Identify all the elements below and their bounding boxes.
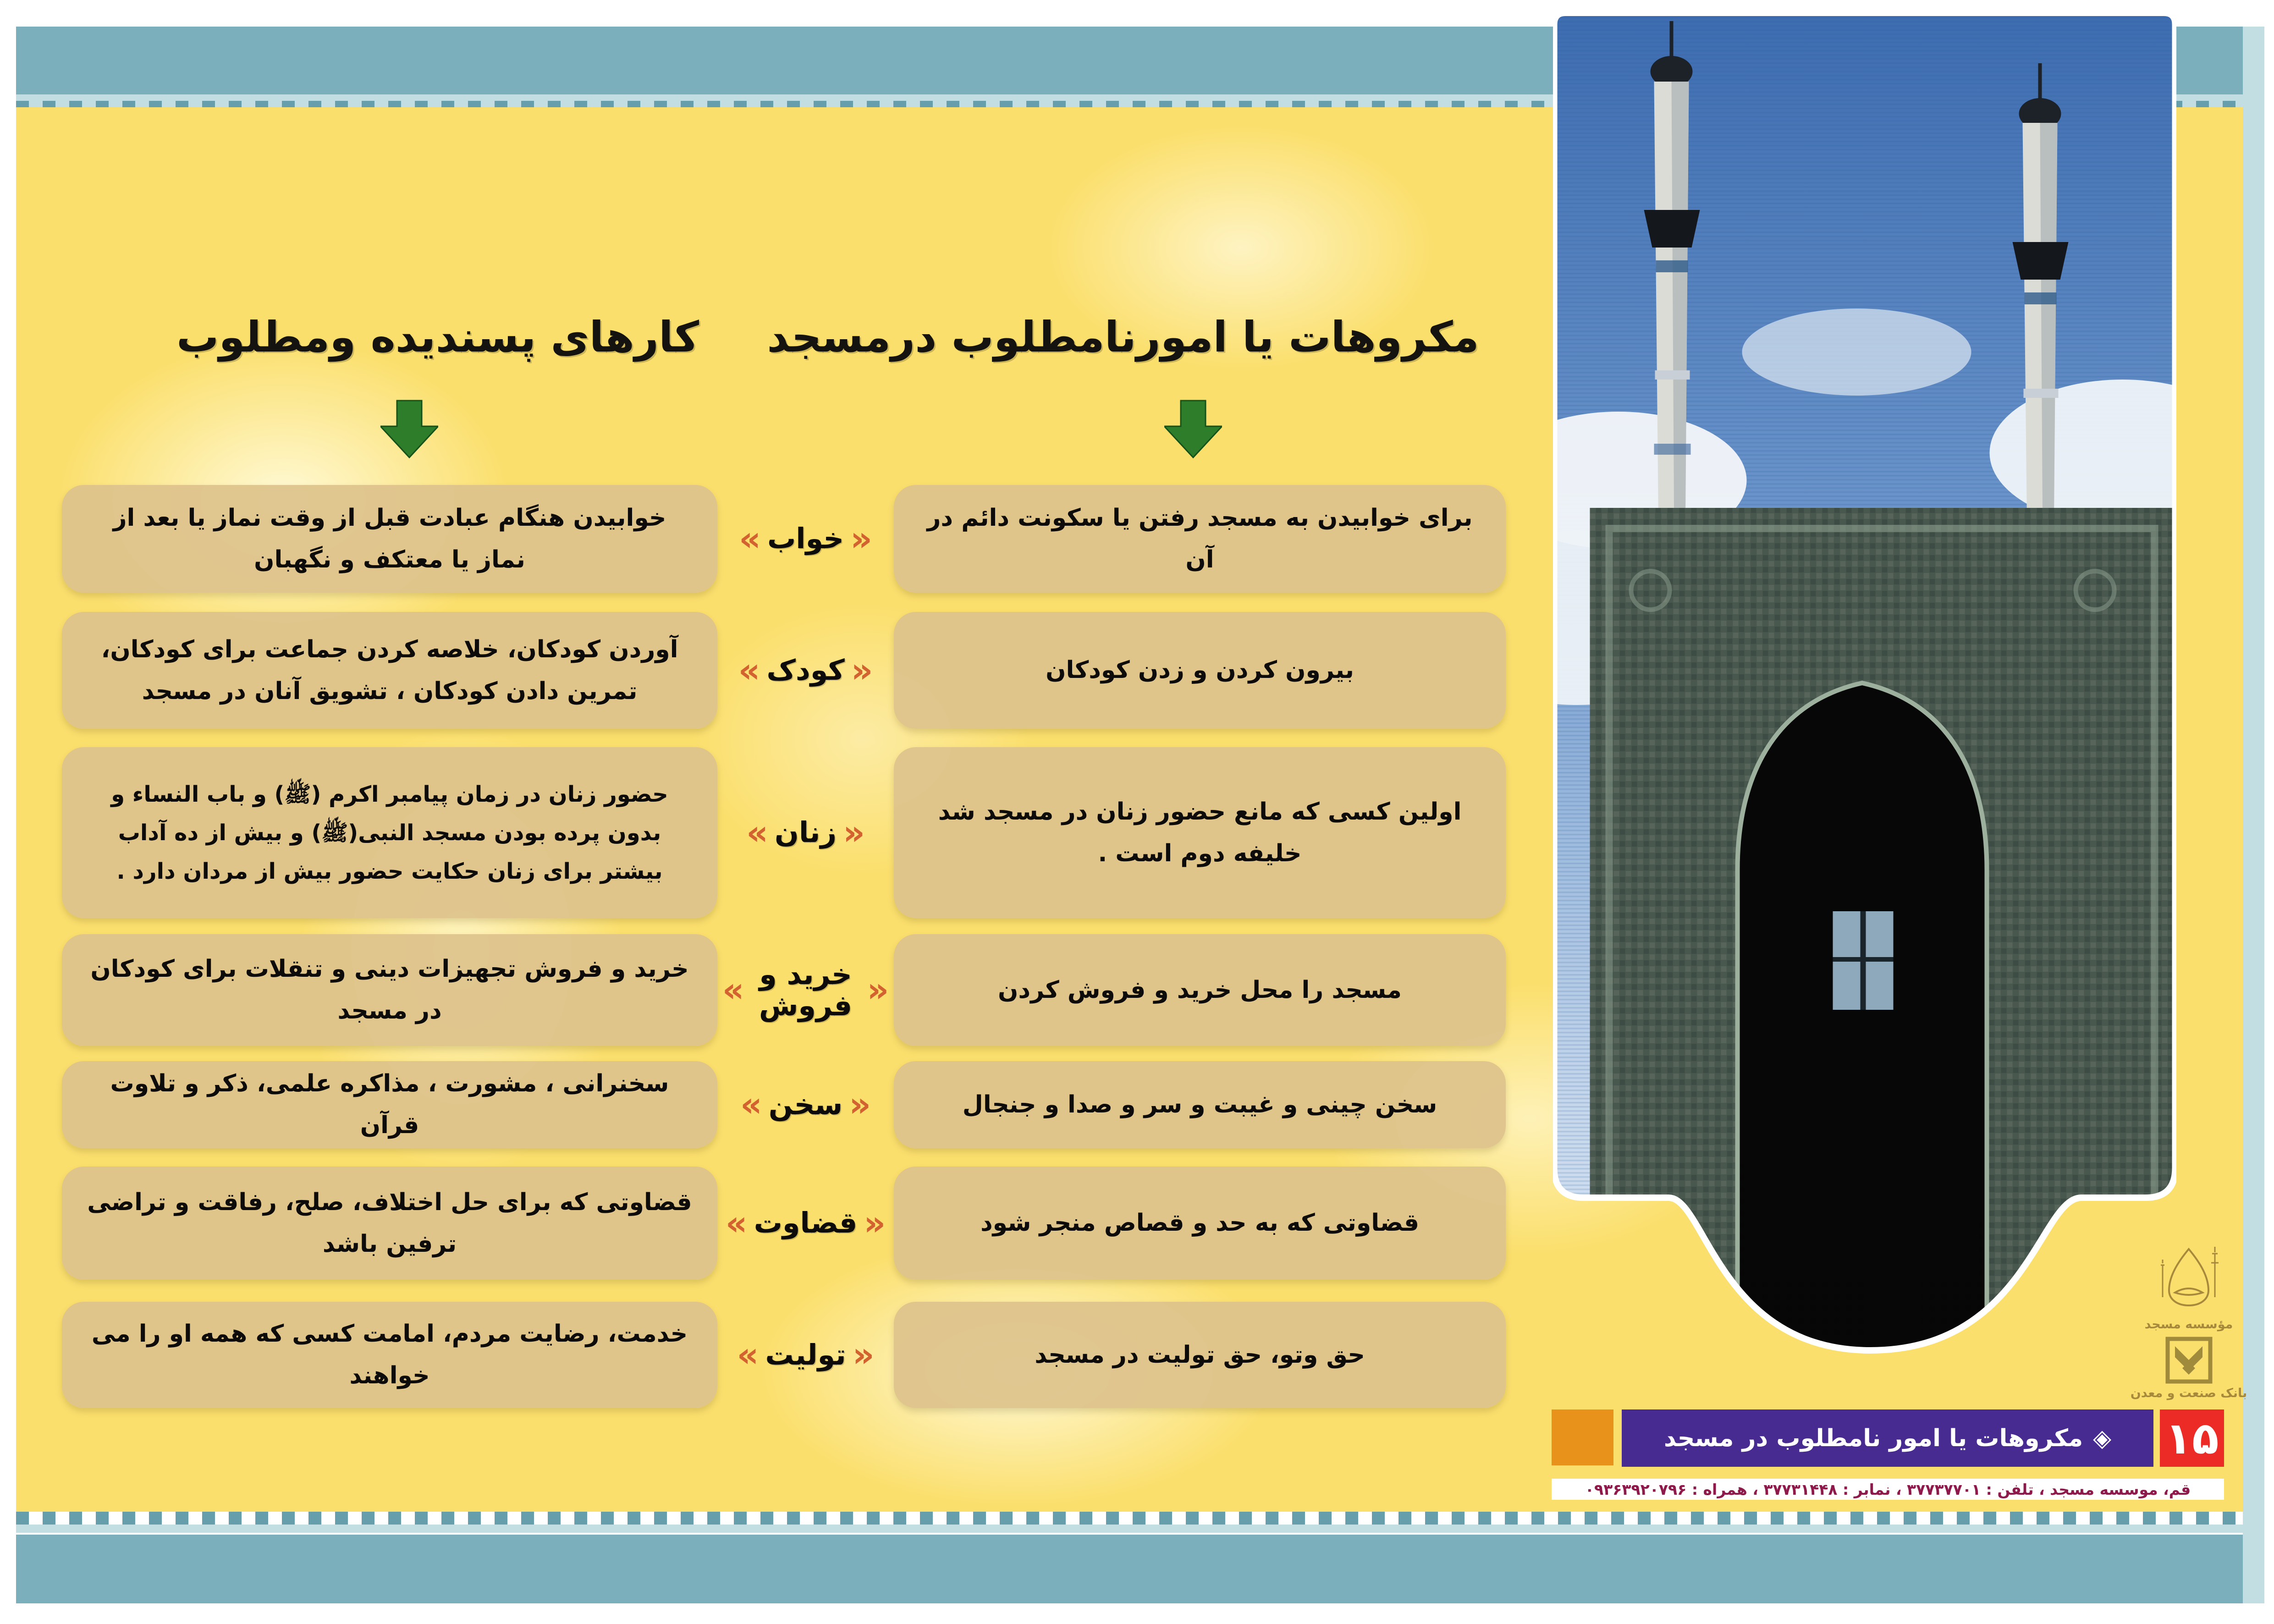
- quote-close-icon: »: [738, 650, 760, 690]
- mosque-photo: [1553, 13, 2176, 1354]
- category-label-text: قضاوت: [754, 1206, 858, 1240]
- quote-close-icon: »: [746, 813, 768, 853]
- diamond-ornament-icon: ◈: [2093, 1424, 2112, 1452]
- makruh-box-child: بیرون کردن و زدن کودکان: [894, 612, 1506, 729]
- bottom-pale-strip: [16, 1525, 2243, 1533]
- category-label-text: تولیت: [765, 1338, 846, 1371]
- pasandideh-box-women: حضور زنان در زمان پیامبر اکرم (ﷺ) و باب النساء و بدون پرده بودن مسجد النبی(ﷺ) و بیش از ده آداب بیشتر برای زنان حکایت حضور بیش از مردان دارد .: [62, 747, 717, 918]
- footer-orange-square: [1552, 1409, 1613, 1465]
- category-label-women: [717, 747, 894, 918]
- quote-open-icon: «: [867, 970, 889, 1010]
- category-label-custodianship: [717, 1302, 894, 1408]
- category-label-text: خواب: [767, 522, 844, 556]
- bank-sanat-madan-logo: [2130, 1336, 2247, 1400]
- quote-open-icon: «: [849, 1085, 871, 1124]
- mosque-facade: [1590, 508, 2175, 1354]
- makruh-box-women: اولین کسی که مانع حضور زنان در مسجد شد خلیفه دوم است .: [894, 747, 1506, 918]
- category-label-speech: [717, 1061, 894, 1148]
- category-label-text: کودک: [766, 653, 845, 687]
- mosque-institute-logo-text: مؤسسه مسجد: [2144, 1317, 2233, 1332]
- down-arrow-icon: [380, 400, 438, 458]
- quote-close-icon: »: [739, 519, 761, 559]
- category-label-child: [717, 612, 894, 729]
- quote-close-icon: »: [737, 1335, 759, 1375]
- category-label-sleep: [717, 485, 894, 593]
- quote-open-icon: «: [852, 1335, 875, 1375]
- pasandideh-box-judgment: قضاوتی که برای حل اختلاف، صلح، رفاقت و تراضی ترفین باشد: [62, 1167, 717, 1280]
- makruhat-column-title: مکروهات یا امورنامطلوب درمسجد: [767, 312, 1479, 362]
- makruh-box-sleep: برای خوابیدن به مسجد رفتن یا سکونت دائم در آن: [894, 485, 1506, 593]
- quote-open-icon: «: [843, 813, 865, 853]
- contact-info-line: قم، موسسه مسجد ، تلفن : ۳۷۷۳۷۷۰۱ ، نمابر : ۳۷۷۳۱۴۴۸ ، همراه : ۰۹۳۶۳۹۲۰۷۹۶: [1552, 1479, 2224, 1500]
- quote-close-icon: »: [740, 1085, 762, 1124]
- bank-logo-text: بانک صنعت و معدن: [2130, 1386, 2247, 1400]
- pasandideh-box-custodianship: خدمت، رضایت مردم، امامت کسی که همه او را می خواهند: [62, 1302, 717, 1408]
- makruh-box-judgment: قضاوتی که به حد و قصاص منجر شود: [894, 1167, 1506, 1280]
- footer-title-text: مکروهات یا امور نامطلوب در مسجد: [1663, 1424, 2083, 1452]
- bottom-dash-border: [16, 1512, 2243, 1525]
- quote-open-icon: «: [864, 1203, 886, 1243]
- pasandideh-box-sleep: خوابیدن هنگام عبادت قبل از وقت نماز یا بعد از نماز یا معتکف و نگهبان: [62, 485, 717, 593]
- category-label-trade: [717, 934, 894, 1046]
- category-label-text: سخن: [768, 1087, 843, 1121]
- pasandideh-box-speech: سخنرانی ، مشورت ، مذاکره علمی، ذکر و تلاوت قرآن: [62, 1061, 717, 1148]
- makruh-box-speech: سخن چینی و غیبت و سر و صدا و جنجال: [894, 1061, 1506, 1148]
- quote-open-icon: «: [850, 519, 872, 559]
- quote-open-icon: «: [851, 650, 873, 690]
- category-label-text: خرید و فروش: [759, 957, 853, 1022]
- mosque-institute-logo: [2136, 1238, 2241, 1332]
- quote-close-icon: »: [725, 1203, 748, 1243]
- bottom-teal-bar: [16, 1535, 2243, 1603]
- footer-title-bar: [1622, 1409, 2153, 1467]
- makruh-box-custodianship: حق وتو، حق تولیت در مسجد: [894, 1302, 1506, 1408]
- pasandideh-column-title: کارهای پسندیده ومطلوب: [176, 312, 699, 362]
- pasandideh-box-trade: خرید و فروش تجهیزات دینی و تنقلات برای کودکان در مسجد: [62, 934, 717, 1046]
- quote-close-icon: »: [722, 970, 744, 1010]
- pasandideh-box-child: آوردن کودکان، خلاصه کردن جماعت برای کودکان، تمرین دادن کودکان ، تشویق آنان در مسجد: [62, 612, 717, 729]
- makruh-box-trade: مسجد را محل خرید و فروش کردن: [894, 934, 1506, 1046]
- right-pale-strip: [2243, 27, 2264, 1603]
- down-arrow-icon: [1164, 400, 1222, 458]
- category-label-judgment: [717, 1167, 894, 1280]
- page-number-badge: ۱۵: [2160, 1409, 2224, 1467]
- category-label-text: زنان: [774, 815, 837, 849]
